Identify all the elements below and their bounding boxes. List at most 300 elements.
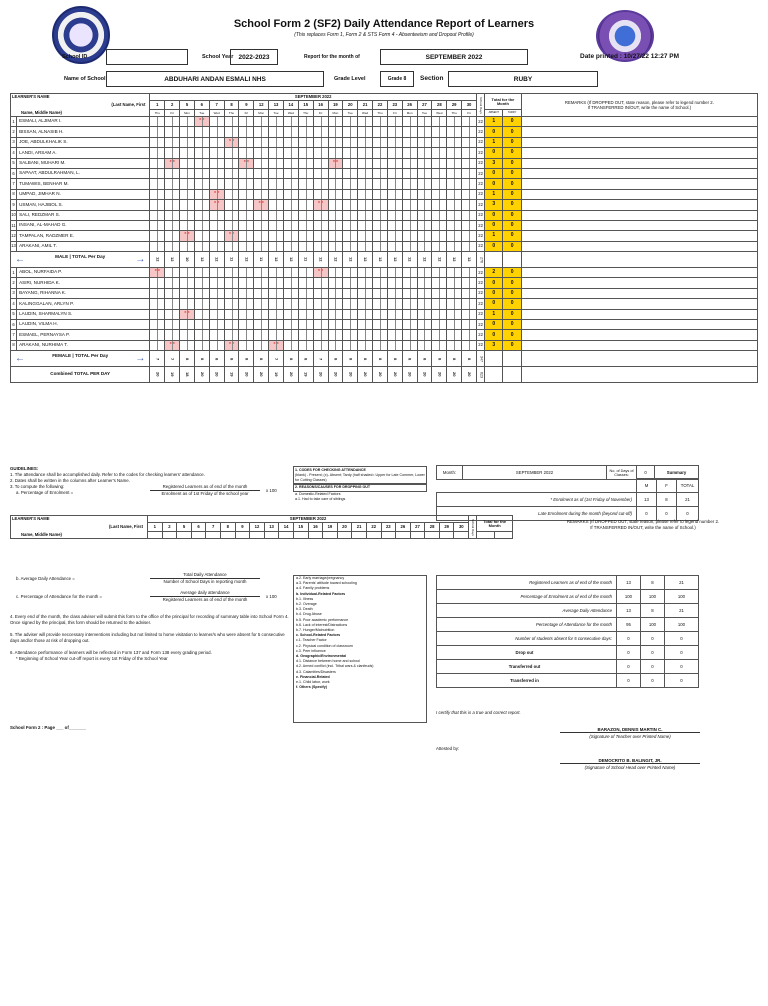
- attendance-cell[interactable]: [432, 309, 447, 319]
- attendance-cell[interactable]: [328, 179, 343, 189]
- male-learner-row[interactable]: [11, 189, 758, 199]
- attendance-cell[interactable]: [209, 168, 224, 178]
- attendance-cell[interactable]: [417, 210, 432, 220]
- attendance-cell[interactable]: [417, 299, 432, 309]
- attendance-cell[interactable]: [328, 299, 343, 309]
- attendance-cell[interactable]: [358, 309, 373, 319]
- attendance-cell[interactable]: [254, 168, 269, 178]
- attendance-cell[interactable]: [447, 288, 462, 298]
- attendance-cell[interactable]: [239, 117, 254, 127]
- attendance-cell[interactable]: [358, 168, 373, 178]
- attendance-cell[interactable]: [165, 137, 180, 147]
- attendance-cell[interactable]: [402, 168, 417, 178]
- remarks-cell[interactable]: [521, 137, 757, 147]
- attendance-cell[interactable]: [298, 117, 313, 127]
- attendance-cell[interactable]: [239, 288, 254, 298]
- attendance-cell[interactable]: [462, 268, 477, 278]
- attendance-cell[interactable]: [165, 220, 180, 230]
- remarks-cell[interactable]: [521, 148, 757, 158]
- attendance-cell[interactable]: [358, 268, 373, 278]
- attendance-cell[interactable]: [298, 137, 313, 147]
- attendance-cell[interactable]: [447, 127, 462, 137]
- attendance-cell[interactable]: [462, 189, 477, 199]
- attendance-cell[interactable]: [343, 210, 358, 220]
- attendance-cell[interactable]: [373, 179, 388, 189]
- attendance-cell[interactable]: [432, 158, 447, 168]
- attendance-cell[interactable]: [417, 288, 432, 298]
- attendance-cell[interactable]: [373, 231, 388, 241]
- attendance-cell[interactable]: [165, 200, 180, 210]
- remarks-cell[interactable]: [521, 278, 757, 288]
- attendance-cell[interactable]: [165, 231, 180, 241]
- attendance-cell[interactable]: [343, 127, 358, 137]
- attendance-cell[interactable]: [209, 137, 224, 147]
- attendance-cell[interactable]: [417, 117, 432, 127]
- attendance-cell[interactable]: [328, 200, 343, 210]
- attendance-cell[interactable]: [283, 117, 298, 127]
- attendance-cell[interactable]: [313, 299, 328, 309]
- attendance-cell[interactable]: [343, 278, 358, 288]
- female-learner-row[interactable]: [11, 268, 758, 278]
- attendance-cell[interactable]: [328, 330, 343, 340]
- attendance-cell[interactable]: [209, 299, 224, 309]
- attendance-cell[interactable]: [165, 241, 180, 251]
- attendance-cell[interactable]: [328, 278, 343, 288]
- attendance-cell[interactable]: [402, 299, 417, 309]
- attendance-cell[interactable]: [462, 127, 477, 137]
- attendance-cell[interactable]: [313, 179, 328, 189]
- attendance-cell[interactable]: [462, 148, 477, 158]
- attendance-cell[interactable]: [180, 220, 195, 230]
- attendance-cell[interactable]: [150, 288, 165, 298]
- attendance-cell[interactable]: [283, 278, 298, 288]
- attendance-cell[interactable]: [298, 200, 313, 210]
- attendance-cell[interactable]: [402, 200, 417, 210]
- attendance-cell[interactable]: [254, 288, 269, 298]
- attendance-cell[interactable]: [180, 137, 195, 147]
- attendance-cell[interactable]: [313, 127, 328, 137]
- attendance-cell[interactable]: [224, 148, 239, 158]
- attendance-cell[interactable]: [387, 340, 402, 350]
- attendance-cell[interactable]: [432, 127, 447, 137]
- attendance-cell[interactable]: [269, 268, 284, 278]
- female-learner-row[interactable]: [11, 299, 758, 309]
- attendance-cell[interactable]: [194, 148, 209, 158]
- attendance-cell[interactable]: [387, 210, 402, 220]
- attendance-cell[interactable]: [373, 210, 388, 220]
- attendance-cell[interactable]: [194, 127, 209, 137]
- attendance-cell[interactable]: [358, 179, 373, 189]
- absent-mark[interactable]: [328, 158, 343, 168]
- attendance-cell[interactable]: [402, 330, 417, 340]
- attendance-cell[interactable]: [373, 320, 388, 330]
- attendance-cell[interactable]: [224, 127, 239, 137]
- attendance-cell[interactable]: [328, 168, 343, 178]
- attendance-cell[interactable]: [194, 241, 209, 251]
- remarks-cell[interactable]: [521, 117, 757, 127]
- attendance-cell[interactable]: [313, 168, 328, 178]
- attendance-cell[interactable]: [387, 168, 402, 178]
- attendance-cell[interactable]: [269, 189, 284, 199]
- male-learner-row[interactable]: [11, 210, 758, 220]
- attendance-cell[interactable]: [387, 268, 402, 278]
- attendance-cell[interactable]: [180, 117, 195, 127]
- attendance-cell[interactable]: [373, 268, 388, 278]
- school-year-field[interactable]: 2022-2023: [230, 49, 278, 65]
- absent-mark[interactable]: [194, 117, 209, 127]
- attendance-cell[interactable]: [402, 148, 417, 158]
- attendance-cell[interactable]: [313, 309, 328, 319]
- attendance-cell[interactable]: [150, 189, 165, 199]
- attendance-cell[interactable]: [298, 320, 313, 330]
- attendance-cell[interactable]: [417, 137, 432, 147]
- attendance-cell[interactable]: [283, 288, 298, 298]
- attendance-cell[interactable]: [180, 158, 195, 168]
- attendance-cell[interactable]: [180, 330, 195, 340]
- attendance-cell[interactable]: [150, 299, 165, 309]
- attendance-cell[interactable]: [254, 268, 269, 278]
- attendance-cell[interactable]: [165, 278, 180, 288]
- attendance-cell[interactable]: [298, 241, 313, 251]
- attendance-cell[interactable]: [298, 127, 313, 137]
- remarks-cell[interactable]: [521, 200, 757, 210]
- attendance-cell[interactable]: [224, 268, 239, 278]
- attendance-cell[interactable]: [447, 340, 462, 350]
- report-month-field[interactable]: SEPTEMBER 2022: [380, 49, 528, 65]
- attendance-cell[interactable]: [239, 241, 254, 251]
- attendance-cell[interactable]: [313, 278, 328, 288]
- remarks-cell[interactable]: [521, 179, 757, 189]
- attendance-cell[interactable]: [387, 299, 402, 309]
- attendance-cell[interactable]: [180, 127, 195, 137]
- attendance-cell[interactable]: [387, 288, 402, 298]
- attendance-cell[interactable]: [165, 179, 180, 189]
- attendance-cell[interactable]: [387, 189, 402, 199]
- attendance-cell[interactable]: [432, 137, 447, 147]
- attendance-cell[interactable]: [283, 220, 298, 230]
- attendance-cell[interactable]: [313, 340, 328, 350]
- attendance-cell[interactable]: [165, 168, 180, 178]
- absent-mark[interactable]: [269, 340, 284, 350]
- attendance-cell[interactable]: [402, 210, 417, 220]
- absent-mark[interactable]: [180, 309, 195, 319]
- attendance-cell[interactable]: [180, 340, 195, 350]
- attendance-cell[interactable]: [447, 231, 462, 241]
- attendance-cell[interactable]: [224, 288, 239, 298]
- attendance-cell[interactable]: [447, 189, 462, 199]
- attendance-cell[interactable]: [387, 127, 402, 137]
- attendance-cell[interactable]: [387, 309, 402, 319]
- female-learner-row[interactable]: [11, 320, 758, 330]
- attendance-cell[interactable]: [254, 231, 269, 241]
- attendance-cell[interactable]: [283, 268, 298, 278]
- attendance-cell[interactable]: [358, 241, 373, 251]
- remarks-cell[interactable]: [521, 168, 757, 178]
- attendance-cell[interactable]: [194, 179, 209, 189]
- attendance-cell[interactable]: [387, 241, 402, 251]
- attendance-cell[interactable]: [283, 168, 298, 178]
- attendance-cell[interactable]: [194, 220, 209, 230]
- attendance-cell[interactable]: [447, 158, 462, 168]
- attendance-cell[interactable]: [283, 299, 298, 309]
- attendance-cell[interactable]: [328, 127, 343, 137]
- attendance-cell[interactable]: [358, 330, 373, 340]
- attendance-cell[interactable]: [283, 189, 298, 199]
- attendance-cell[interactable]: [343, 137, 358, 147]
- female-learner-row[interactable]: [11, 340, 758, 350]
- attendance-cell[interactable]: [373, 220, 388, 230]
- attendance-cell[interactable]: [343, 288, 358, 298]
- attendance-cell[interactable]: [194, 340, 209, 350]
- attendance-cell[interactable]: [283, 179, 298, 189]
- attendance-cell[interactable]: [180, 179, 195, 189]
- attendance-cell[interactable]: [387, 137, 402, 147]
- attendance-cell[interactable]: [194, 309, 209, 319]
- absent-mark[interactable]: [165, 340, 180, 350]
- attendance-cell[interactable]: [358, 137, 373, 147]
- absent-mark[interactable]: [209, 200, 224, 210]
- female-learner-row[interactable]: [11, 330, 758, 340]
- attendance-cell[interactable]: [313, 158, 328, 168]
- attendance-cell[interactable]: [283, 148, 298, 158]
- attendance-cell[interactable]: [387, 148, 402, 158]
- attendance-cell[interactable]: [180, 168, 195, 178]
- attendance-cell[interactable]: [194, 189, 209, 199]
- attendance-cell[interactable]: [373, 148, 388, 158]
- attendance-cell[interactable]: [269, 127, 284, 137]
- attendance-cell[interactable]: [165, 330, 180, 340]
- attendance-cell[interactable]: [165, 299, 180, 309]
- attendance-cell[interactable]: [239, 210, 254, 220]
- attendance-cell[interactable]: [283, 158, 298, 168]
- attendance-cell[interactable]: [402, 158, 417, 168]
- attendance-cell[interactable]: [447, 137, 462, 147]
- attendance-cell[interactable]: [417, 158, 432, 168]
- attendance-cell[interactable]: [298, 268, 313, 278]
- attendance-cell[interactable]: [462, 231, 477, 241]
- attendance-cell[interactable]: [283, 330, 298, 340]
- attendance-cell[interactable]: [224, 168, 239, 178]
- attendance-cell[interactable]: [224, 200, 239, 210]
- school-name-field[interactable]: ABDUHARI ANDAN ESMALI NHS: [106, 71, 324, 87]
- attendance-cell[interactable]: [224, 179, 239, 189]
- attendance-cell[interactable]: [328, 309, 343, 319]
- attendance-cell[interactable]: [417, 148, 432, 158]
- attendance-cell[interactable]: [180, 299, 195, 309]
- remarks-cell[interactable]: [521, 330, 757, 340]
- attendance-cell[interactable]: [462, 168, 477, 178]
- attendance-cell[interactable]: [254, 330, 269, 340]
- section-field[interactable]: RUBY: [448, 71, 598, 87]
- attendance-cell[interactable]: [298, 231, 313, 241]
- attendance-cell[interactable]: [402, 137, 417, 147]
- attendance-cell[interactable]: [298, 210, 313, 220]
- attendance-cell[interactable]: [194, 278, 209, 288]
- attendance-cell[interactable]: [209, 148, 224, 158]
- attendance-cell[interactable]: [358, 148, 373, 158]
- attendance-cell[interactable]: [298, 309, 313, 319]
- male-learner-row[interactable]: [11, 137, 758, 147]
- attendance-cell[interactable]: [283, 320, 298, 330]
- attendance-cell[interactable]: [150, 168, 165, 178]
- attendance-cell[interactable]: [194, 137, 209, 147]
- attendance-cell[interactable]: [432, 117, 447, 127]
- attendance-cell[interactable]: [209, 220, 224, 230]
- attendance-cell[interactable]: [298, 278, 313, 288]
- attendance-cell[interactable]: [462, 241, 477, 251]
- male-learner-row[interactable]: [11, 220, 758, 230]
- attendance-cell[interactable]: [387, 117, 402, 127]
- attendance-cell[interactable]: [298, 148, 313, 158]
- attendance-cell[interactable]: [313, 220, 328, 230]
- attendance-cell[interactable]: [417, 168, 432, 178]
- attendance-cell[interactable]: [313, 117, 328, 127]
- attendance-cell[interactable]: [224, 117, 239, 127]
- absent-mark[interactable]: [313, 200, 328, 210]
- attendance-cell[interactable]: [313, 330, 328, 340]
- attendance-cell[interactable]: [358, 117, 373, 127]
- attendance-cell[interactable]: [417, 278, 432, 288]
- attendance-cell[interactable]: [447, 148, 462, 158]
- attendance-cell[interactable]: [150, 220, 165, 230]
- attendance-cell[interactable]: [269, 231, 284, 241]
- attendance-cell[interactable]: [209, 268, 224, 278]
- attendance-cell[interactable]: [447, 320, 462, 330]
- attendance-cell[interactable]: [402, 320, 417, 330]
- attendance-cell[interactable]: [150, 320, 165, 330]
- attendance-cell[interactable]: [387, 320, 402, 330]
- attendance-cell[interactable]: [328, 241, 343, 251]
- male-learner-row[interactable]: [11, 231, 758, 241]
- attendance-cell[interactable]: [239, 220, 254, 230]
- attendance-cell[interactable]: [462, 340, 477, 350]
- attendance-cell[interactable]: [269, 278, 284, 288]
- attendance-cell[interactable]: [269, 220, 284, 230]
- attendance-cell[interactable]: [239, 340, 254, 350]
- attendance-cell[interactable]: [298, 179, 313, 189]
- attendance-cell[interactable]: [298, 299, 313, 309]
- attendance-cell[interactable]: [387, 220, 402, 230]
- attendance-cell[interactable]: [432, 241, 447, 251]
- attendance-cell[interactable]: [387, 278, 402, 288]
- attendance-cell[interactable]: [180, 200, 195, 210]
- attendance-cell[interactable]: [269, 299, 284, 309]
- attendance-cell[interactable]: [373, 137, 388, 147]
- attendance-cell[interactable]: [224, 320, 239, 330]
- attendance-cell[interactable]: [402, 340, 417, 350]
- attendance-cell[interactable]: [313, 137, 328, 147]
- attendance-cell[interactable]: [462, 210, 477, 220]
- attendance-cell[interactable]: [432, 179, 447, 189]
- attendance-cell[interactable]: [165, 309, 180, 319]
- attendance-cell[interactable]: [254, 137, 269, 147]
- attendance-cell[interactable]: [358, 210, 373, 220]
- attendance-cell[interactable]: [313, 320, 328, 330]
- attendance-cell[interactable]: [165, 288, 180, 298]
- remarks-cell[interactable]: [521, 127, 757, 137]
- attendance-cell[interactable]: [373, 241, 388, 251]
- male-learner-row[interactable]: [11, 117, 758, 127]
- attendance-cell[interactable]: [194, 288, 209, 298]
- attendance-cell[interactable]: [373, 278, 388, 288]
- attendance-cell[interactable]: [180, 241, 195, 251]
- attendance-cell[interactable]: [417, 200, 432, 210]
- attendance-cell[interactable]: [373, 189, 388, 199]
- attendance-cell[interactable]: [417, 340, 432, 350]
- attendance-cell[interactable]: [254, 148, 269, 158]
- attendance-cell[interactable]: [150, 340, 165, 350]
- attendance-cell[interactable]: [328, 210, 343, 220]
- attendance-cell[interactable]: [194, 231, 209, 241]
- attendance-cell[interactable]: [343, 220, 358, 230]
- attendance-cell[interactable]: [254, 179, 269, 189]
- attendance-cell[interactable]: [283, 210, 298, 220]
- attendance-cell[interactable]: [165, 189, 180, 199]
- attendance-cell[interactable]: [373, 340, 388, 350]
- attendance-cell[interactable]: [283, 127, 298, 137]
- attendance-cell[interactable]: [150, 117, 165, 127]
- attendance-cell[interactable]: [402, 117, 417, 127]
- attendance-cell[interactable]: [358, 220, 373, 230]
- male-learner-row[interactable]: [11, 241, 758, 251]
- attendance-cell[interactable]: [194, 268, 209, 278]
- attendance-cell[interactable]: [269, 137, 284, 147]
- attendance-cell[interactable]: [239, 309, 254, 319]
- attendance-cell[interactable]: [283, 309, 298, 319]
- attendance-cell[interactable]: [209, 241, 224, 251]
- male-learner-row[interactable]: [11, 179, 758, 189]
- male-learner-row[interactable]: [11, 148, 758, 158]
- attendance-cell[interactable]: [328, 340, 343, 350]
- attendance-cell[interactable]: [209, 309, 224, 319]
- attendance-cell[interactable]: [224, 299, 239, 309]
- attendance-cell[interactable]: [328, 189, 343, 199]
- attendance-cell[interactable]: [373, 168, 388, 178]
- attendance-cell[interactable]: [165, 210, 180, 220]
- attendance-cell[interactable]: [432, 148, 447, 158]
- attendance-cell[interactable]: [209, 158, 224, 168]
- attendance-cell[interactable]: [462, 117, 477, 127]
- attendance-cell[interactable]: [432, 320, 447, 330]
- attendance-cell[interactable]: [462, 299, 477, 309]
- attendance-cell[interactable]: [150, 179, 165, 189]
- school-id-field[interactable]: [106, 49, 188, 65]
- attendance-cell[interactable]: [343, 320, 358, 330]
- attendance-cell[interactable]: [343, 189, 358, 199]
- attendance-cell[interactable]: [373, 117, 388, 127]
- attendance-cell[interactable]: [269, 117, 284, 127]
- absent-mark[interactable]: [209, 189, 224, 199]
- attendance-cell[interactable]: [209, 210, 224, 220]
- attendance-cell[interactable]: [239, 320, 254, 330]
- remarks-cell[interactable]: [521, 210, 757, 220]
- absent-mark[interactable]: [224, 137, 239, 147]
- attendance-cell[interactable]: [224, 309, 239, 319]
- attendance-cell[interactable]: [269, 168, 284, 178]
- attendance-cell[interactable]: [165, 127, 180, 137]
- attendance-cell[interactable]: [343, 340, 358, 350]
- attendance-cell[interactable]: [194, 168, 209, 178]
- attendance-cell[interactable]: [447, 168, 462, 178]
- attendance-cell[interactable]: [387, 158, 402, 168]
- attendance-cell[interactable]: [462, 309, 477, 319]
- attendance-cell[interactable]: [239, 268, 254, 278]
- attendance-cell[interactable]: [254, 340, 269, 350]
- attendance-cell[interactable]: [373, 127, 388, 137]
- attendance-cell[interactable]: [269, 179, 284, 189]
- attendance-cell[interactable]: [417, 320, 432, 330]
- attendance-cell[interactable]: [432, 210, 447, 220]
